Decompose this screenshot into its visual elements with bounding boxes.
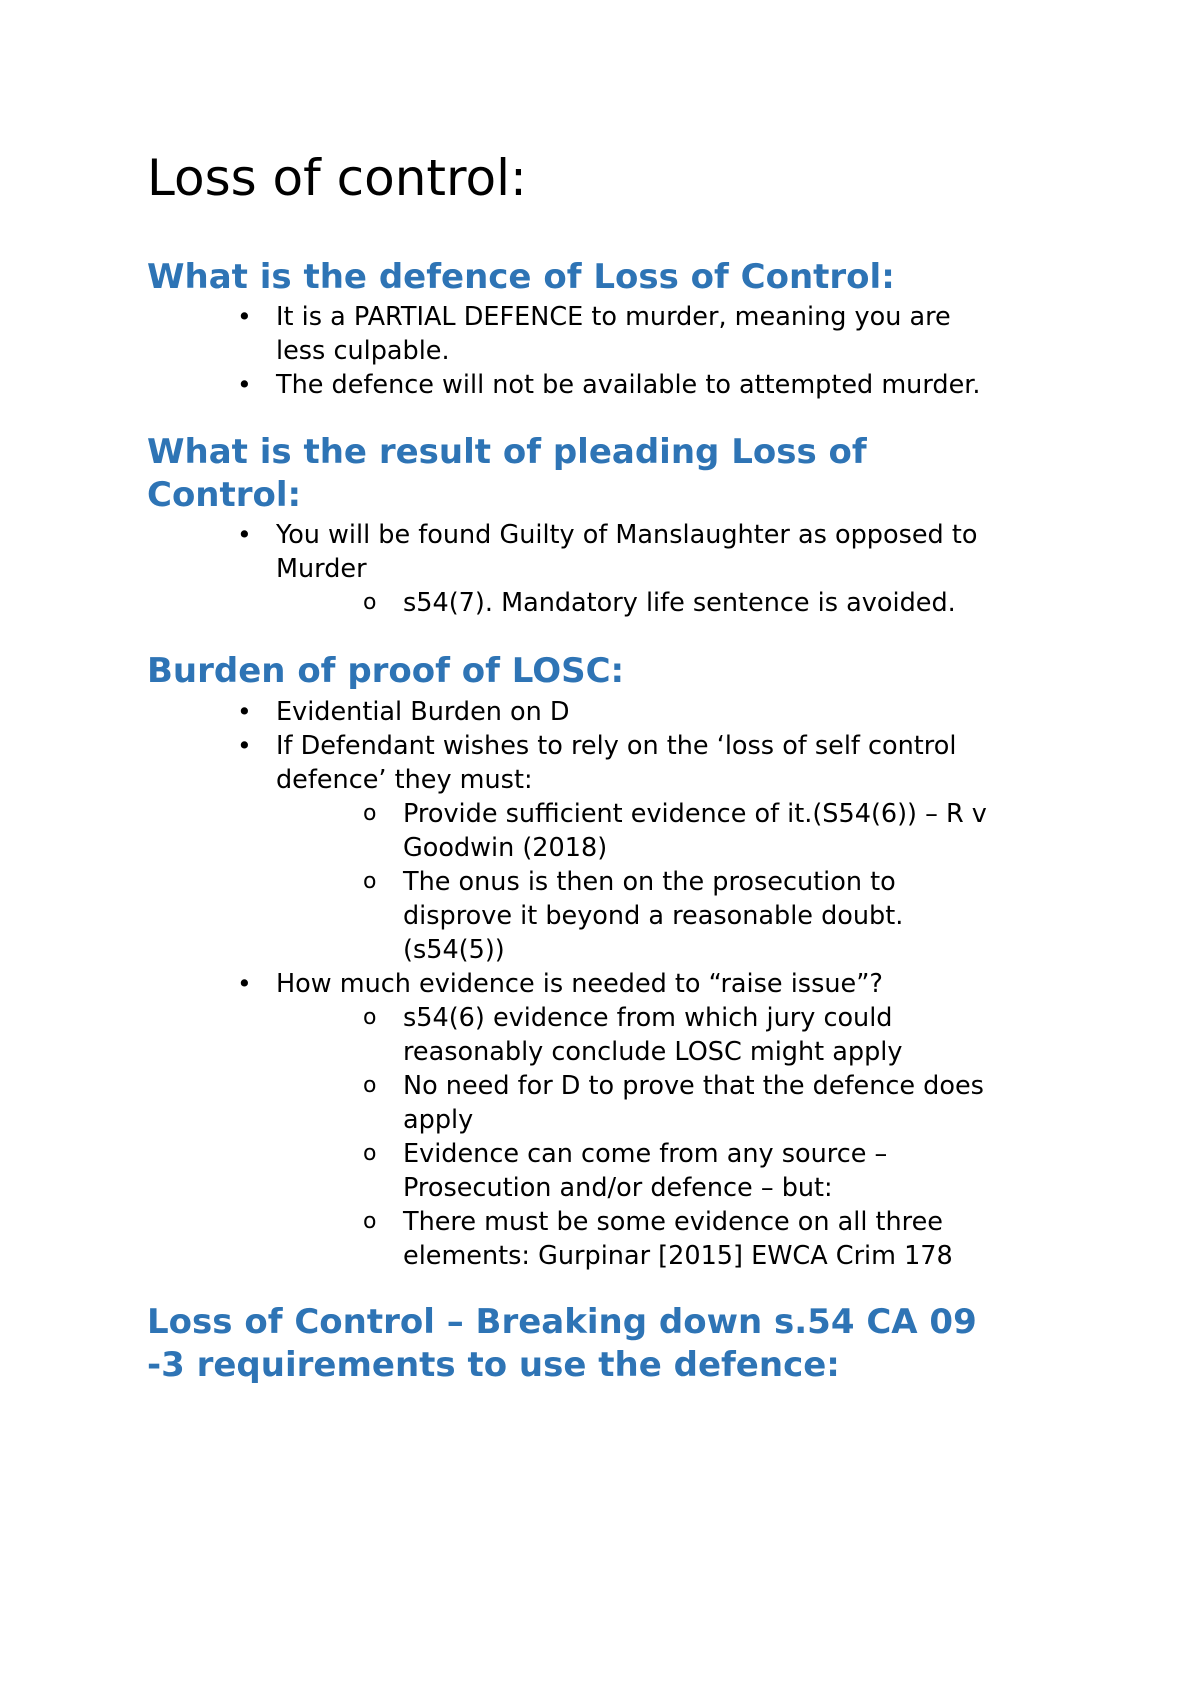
list-item-line: It is a PARTIAL DEFENCE to murder, meaning you are [276,302,951,332]
list-item-line: How much evidence is needed to “raise issue”? [276,969,883,999]
list-item-line: s54(7). Mandatory life sentence is avoided. [403,588,956,618]
list-item-line: Prosecution and/or defence – but: [403,1173,833,1203]
list-item-line: Murder [276,554,367,584]
list-item-line: disprove it beyond a reasonable doubt. [403,901,904,931]
list-item-line: Evidential Burden on D [276,697,570,727]
list-item-line: Goodwin (2018) [403,833,608,863]
bullet-circle-icon: o [363,1209,377,1234]
bullet-circle-icon: o [363,869,377,894]
list-item-line: The defence will not be available to attempted murder. [276,370,981,400]
bullet-circle-icon: o [363,1005,377,1030]
bullet-disc-icon: • [237,731,252,760]
list-item-line: The onus is then on the prosecution to [403,867,896,897]
list-item-line: There must be some evidence on all three [403,1207,943,1237]
list-item-line: less culpable. [276,336,450,366]
section-heading: Burden of proof of LOSC: [147,651,625,691]
bullet-disc-icon: • [237,370,252,399]
bullet-circle-icon: o [363,1141,377,1166]
bullet-disc-icon: • [237,969,252,998]
bullet-disc-icon: • [237,697,252,726]
list-item-line: If Defendant wishes to rely on the ‘loss of self control [276,731,957,761]
bullet-disc-icon: • [237,302,252,331]
bullet-circle-icon: o [363,1073,377,1098]
list-item-line: s54(6) evidence from which jury could [403,1003,893,1033]
section-heading: -3 requirements to use the defence: [147,1345,840,1385]
list-item-line: Evidence can come from any source – [403,1139,888,1169]
list-item-line: (s54(5)) [403,935,505,965]
list-item-line: apply [403,1105,474,1135]
section-heading: Loss of Control – Breaking down s.54 CA 09 [147,1302,977,1342]
list-item-line: You will be found Guilty of Manslaughter as opposed to [276,520,978,550]
list-item-line: Provide sufficient evidence of it.(S54(6)) – R v [403,799,987,829]
bullet-circle-icon: o [363,590,377,615]
bullet-circle-icon: o [363,801,377,826]
page-title: Loss of control: [147,149,527,207]
section-heading: What is the result of pleading Loss of [147,432,867,472]
list-item-line: reasonably conclude LOSC might apply [403,1037,903,1067]
list-item-line: defence’ they must: [276,765,533,795]
list-item-line: elements: Gurpinar [2015] EWCA Crim 178 [403,1241,953,1271]
section-heading: Control: [147,475,302,515]
list-item-line: No need for D to prove that the defence does [403,1071,984,1101]
bullet-disc-icon: • [237,520,252,549]
section-heading: What is the defence of Loss of Control: [147,257,895,297]
